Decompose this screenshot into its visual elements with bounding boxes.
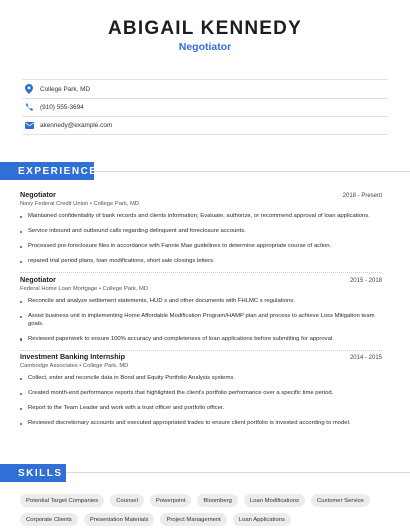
experience-title: Negotiator [20, 190, 56, 199]
skill-chip: Project Management [160, 513, 226, 526]
contact-divider [22, 98, 388, 99]
candidate-name: ABIGAIL KENNEDY [108, 18, 302, 39]
contact-divider [22, 116, 388, 117]
experience-bullet: Processed pre-foreclosure files in accordance with Fannie Mae guidelines to determine appropriate course of action. [20, 243, 382, 251]
experience-section-header [0, 162, 98, 180]
location-pin-icon [22, 83, 36, 95]
experience-bullet: repared trial period plans, loan modifications, short sale closings letters. [20, 258, 382, 266]
experience-company: Cambridge Associates • College Park, MD [20, 363, 129, 369]
contact-email-text: akennedy@example.com [40, 121, 113, 129]
email-icon [22, 119, 36, 131]
experience-separator [20, 272, 382, 273]
experience-bullet: Reviewed discretionary accounts and executed appropriated trades to ensure client portfolio is invested according to model. [20, 420, 382, 428]
experience-bullets [20, 213, 382, 266]
experience-entry [20, 190, 382, 273]
experience-bullet: Reconcile and analyze settlement statements, HUD s and other documents with FHLMC s regulations. [20, 298, 382, 306]
skill-chip: Powerpoint [150, 494, 191, 507]
contact-divider-bottom [22, 134, 388, 135]
skills-list [20, 494, 392, 526]
contact-phone-text: (910) 555-3694 [40, 103, 84, 111]
experience-company: Navy Federal Credit Union • College Park, MD [20, 201, 139, 207]
skill-chip: Corporate Clients [20, 513, 78, 526]
experience-title: Negotiator [20, 275, 56, 284]
experience-entry [20, 352, 382, 435]
skills-heading: SKILLS [18, 467, 63, 479]
experience-heading: EXPERIENCE [18, 165, 98, 177]
experience-dates: 2018 - Present [342, 193, 382, 199]
experience-entry [20, 275, 382, 351]
experience-dates: 2015 - 2018 [349, 278, 382, 284]
skill-chip: Bloomberg [197, 494, 238, 507]
experience-bullet: Service inbound and outbound calls regarding delinquent and foreclosure accounts. [20, 228, 382, 236]
phone-icon [22, 101, 36, 113]
contact-divider-top [22, 79, 388, 80]
experience-bullets [20, 375, 382, 428]
experience-bullet: Created month-end performance reports that highlighted the client's portfolio performance over a specific time period. [20, 390, 382, 398]
contact-location [22, 82, 382, 96]
experience-bullet: Report to the Team Leader and work with a trust officer and portfolio officer. [20, 405, 382, 413]
contact-email [22, 118, 382, 132]
experience-bullets [20, 298, 382, 343]
experience-bullet: Reviewed paperwork to ensure 100% accuracy and completeness of loan applications before submitting for approval. [20, 336, 382, 344]
experience-separator [20, 350, 382, 351]
experience-dates: 2014 - 2015 [349, 355, 382, 361]
skill-chip: Counsel [110, 494, 144, 507]
job-title-heading: Negotiator [178, 41, 232, 53]
experience-bullet: Maintained confidentiality of bank records and clients information; Evaluate, authorize, or recommend approval of loan applications. [20, 213, 382, 221]
experience-title: Investment Banking Internship [20, 352, 126, 361]
contact-phone [22, 100, 382, 114]
skill-chip: Presentation Materials [84, 513, 155, 526]
contact-location-text: College Park, MD [40, 85, 91, 93]
experience-bullet: Assist business unit in implementing Home Affordable Modification Program/HAMP plan and process to achieve Loss Mitigation team goals. [20, 313, 382, 328]
skill-chip: Potential Target Companies [20, 494, 104, 507]
skill-chip: Loan Applications [233, 513, 291, 526]
skills-section-header [0, 464, 66, 482]
experience-bullet: Collect, enter and reconcile data in Bond and Equity Portfolio Analysis systems. [20, 375, 382, 383]
experience-company: Federal Home Loan Mortgage • College Park, MD [20, 286, 149, 292]
skill-chip: Customer Service [311, 494, 370, 507]
skill-chip: Loan Modifications [244, 494, 305, 507]
